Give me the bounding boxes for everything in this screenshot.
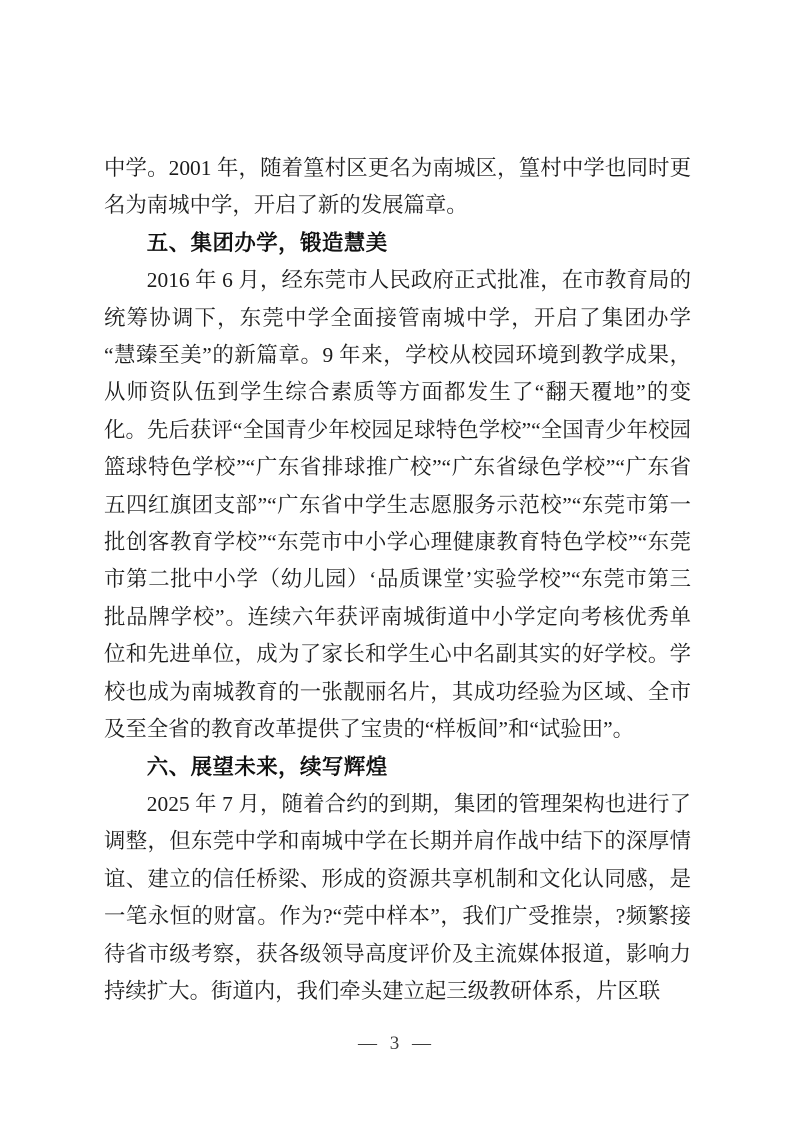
page-number: — 3 — xyxy=(358,1033,435,1054)
paragraph-section-five: 2016 年 6 月，经东莞市人民政府正式批准，在市教育局的统筹协调下，东莞中学全面接管南城中学，开启了集团办学“慧臻至美”的新篇章。9 年来，学校从校园环境到教学成果，从师资队伍到学生综合素质等方面都发生了“翻天覆地”的变化。先后获评“全国青少年校园足球特色学校”“全国青少年校园篮球特色学校”“广东省排球推广校”“广东省绿色学校”“广东省五四红旗团支部”“广东省中学生志愿服务示范校”“东莞市第一批创客教育学校”“东莞市中小学心理健康教育特色学校”“东莞市第二批中小学（幼儿园）‘品质课堂’实验学校”“东莞市第三批品牌学校”。连续六年获评南城街道中小学定向考核优秀单位和先进单位，成为了家长和学生心中名副其实的好学校。学校也成为南城教育的一张靓丽名片，其成功经验为区域、全市及至全省的教育改革提供了宝贵的“样板间”和“试验田”。 xyxy=(104,268,691,742)
paragraph-section-six: 2025 年 7 月，随着合约的到期，集团的管理架构也进行了调整，但东莞中学和南城中学在长期并肩作战中结下的深厚情谊、建立的信任桥梁、形成的资源共享机制和文化认同感，是一笔永恒的财富。作为?“莞中样本”，我们广受推崇，?频繁接待省市级考察，获各级领导高度评价及主流媒体报道，影响力持续扩大。街道内，我们牵头建立起三级教研体系，片区联 xyxy=(104,791,691,1003)
section-heading-six: 六、展望未来，续写辉煌 xyxy=(146,754,388,779)
section-heading-five: 五、集团办学，锻造慧美 xyxy=(146,230,388,255)
document-body xyxy=(104,150,691,1010)
paragraph-continuation: 中学。2001 年，随着篁村区更名为南城区，篁村中学也同时更名为南城中学，开启了新的发展篇章。 xyxy=(104,156,691,218)
